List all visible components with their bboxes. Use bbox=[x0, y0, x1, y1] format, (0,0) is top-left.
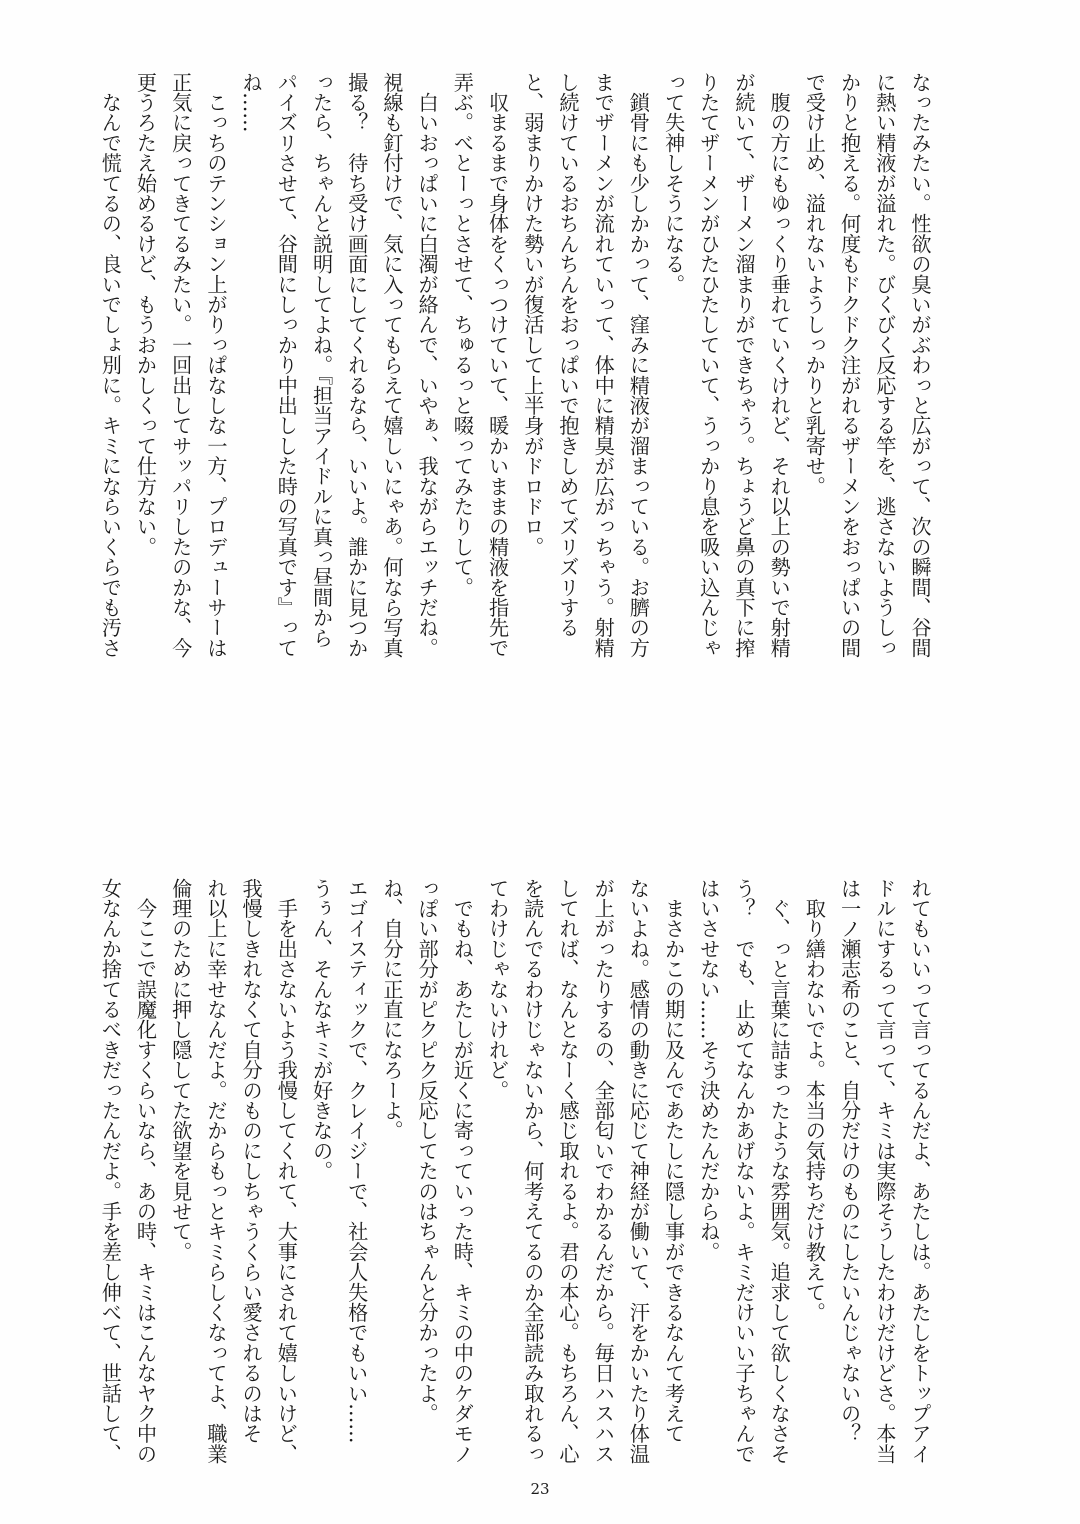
text-line: と、弱まりかけた勢いが復活して上半身がドロドロ。 bbox=[520, 72, 545, 557]
text-line: はいさせない……そう決めたんだからね。 bbox=[696, 878, 721, 1262]
text-line: ぐ、っと言葉に詰まったような雰囲気。追求して欲しくなさそ bbox=[767, 878, 792, 1464]
text-line: 視線も釘付けで、気に入ってもらえて嬉しいにゃあ。何なら写真 bbox=[379, 72, 404, 658]
text-line: なんで慌てるの、良いでしょ別に。キミにならいくらでも汚さ bbox=[98, 72, 123, 658]
text-line: ドルにするって言って、キミは実際そうしたわけだけどさ。本当 bbox=[872, 878, 897, 1464]
text-line: に熱い精液が溢れた。びくびく反応する竿を、逃さないようしっ bbox=[872, 72, 897, 658]
text-line: 白いおっぱいに白濁が絡んで、いやぁ、我ながらエッチだね。 bbox=[415, 72, 440, 658]
text-line: で受け止め、溢れないようしっかりと乳寄せ。 bbox=[802, 72, 827, 497]
text-line: パイズリさせて、谷間にしっかり中出しした時の写真です』って bbox=[274, 72, 299, 658]
text-line: かりと抱える。何度もドクドク注がれるザーメンをおっぱいの間 bbox=[837, 72, 862, 658]
text-line: って失神しそうになる。 bbox=[661, 72, 686, 295]
text-line: 鎖骨にも少しかかって、窪みに精液が溜まっている。お臍の方 bbox=[626, 72, 651, 658]
text-line: れてもいいって言ってるんだよ、あたしは。あたしをトップアイ bbox=[908, 878, 932, 1464]
text-line: 弄ぶ。べとーっとさせて、ちゅるっと啜ってみたりして。 bbox=[450, 72, 475, 598]
text-line: を読んでるわけじゃないから、何考えてるのか全部読み取れるっ bbox=[520, 878, 545, 1464]
text-block-bottom bbox=[87, 878, 937, 1468]
text-line: 正気に戻ってきてるみたい。一回出してサッパリしたのかな、今 bbox=[168, 72, 193, 658]
text-line: 倫理のために押し隠してた欲望を見せて。 bbox=[168, 878, 193, 1262]
text-line: ったら、ちゃんと説明してよね。『担当アイドルに真っ昼間から bbox=[309, 72, 334, 648]
text-line: ね、自分に正直になろーよ。 bbox=[379, 878, 404, 1141]
text-line: りたてザーメンがひたひたしていて、うっかり息を吸い込んじゃ bbox=[696, 72, 721, 658]
text-line: までザーメンが流れていって、体中に精臭が広がっちゃう。射精 bbox=[591, 72, 616, 658]
text-line: 手を出さないよう我慢してくれて、大事にされて嬉しいけど、 bbox=[274, 878, 299, 1464]
text-line: まさかこの期に及んであたしに隠し事ができるなんて考えて bbox=[661, 878, 686, 1444]
text-line: こっちのテンション上がりっぱなしな一方、プロデューサーは bbox=[203, 72, 228, 658]
text-line: エゴイスティックで、クレイジーで、社会人失格でもいい…… bbox=[344, 878, 369, 1444]
text-line: れ以上に幸せなんだよ。だからもっとキミらしくなってよ、職業 bbox=[203, 878, 228, 1464]
text-line: 収まるまで身体をくっつけていて、暖かいままの精液を指先で bbox=[485, 72, 510, 658]
text-line: 我慢しきれなくて自分のものにしちゃうくらい愛されるのはそ bbox=[239, 878, 264, 1444]
text-line: してれば、なんとなーく感じ取れるよ。君の本心。もちろん、心 bbox=[555, 878, 580, 1464]
page-number: 23 bbox=[530, 1480, 550, 1498]
text-block-top bbox=[87, 72, 937, 662]
text-line: 更うろたえ始めるけど、もうおかしくって仕方ない。 bbox=[133, 72, 158, 557]
text-line: 今ここで誤魔化すくらいなら、あの時、キミはこんなヤク中の bbox=[133, 878, 158, 1464]
text-line: 腹の方にもゆっくり垂れていくけれど、それ以上の勢いで射精 bbox=[767, 72, 792, 658]
text-line: し続けているおちんちんをおっぱいで抱きしめてズリズリする bbox=[555, 72, 580, 638]
text-line: 女なんか捨てるべきだったんだよ。手を差し伸べて、世話して、 bbox=[98, 878, 123, 1464]
text-line: が続いて、ザーメン溜まりができちゃう。ちょうど鼻の真下に搾 bbox=[731, 72, 756, 658]
text-line: っぽい部分がピクピク反応してたのはちゃんと分かったよ。 bbox=[415, 878, 440, 1424]
text-line: うぅん、そんなキミが好きなの。 bbox=[309, 878, 334, 1181]
text-line: てわけじゃないけれど。 bbox=[485, 878, 510, 1101]
text-line: う？ でも、止めてなんかあげないよ。キミだけいい子ちゃんで bbox=[731, 878, 756, 1464]
text-line: ないよね。感情の動きに応じて神経が働いて、汗をかいたり体温 bbox=[626, 878, 651, 1464]
text-line: なったみたい。性欲の臭いがぶわっと広がって、次の瞬間、谷間 bbox=[908, 72, 932, 658]
text-line: 取り繕わないでよ。本当の気持ちだけ教えて。 bbox=[802, 878, 827, 1323]
text-line: 撮る？ 待ち受け画面にしてくれるなら、いいよ。誰かに見つか bbox=[344, 72, 369, 658]
text-line: でもね、あたしが近くに寄っていった時、キミの中のケダモノ bbox=[450, 878, 475, 1464]
text-line: ね…… bbox=[239, 72, 264, 133]
text-line: が上がったりするの、全部匂いでわかるんだから。毎日ハスハス bbox=[591, 878, 616, 1464]
text-line: は一ノ瀬志希のこと、自分だけのものにしたいんじゃないの？ bbox=[837, 878, 862, 1444]
